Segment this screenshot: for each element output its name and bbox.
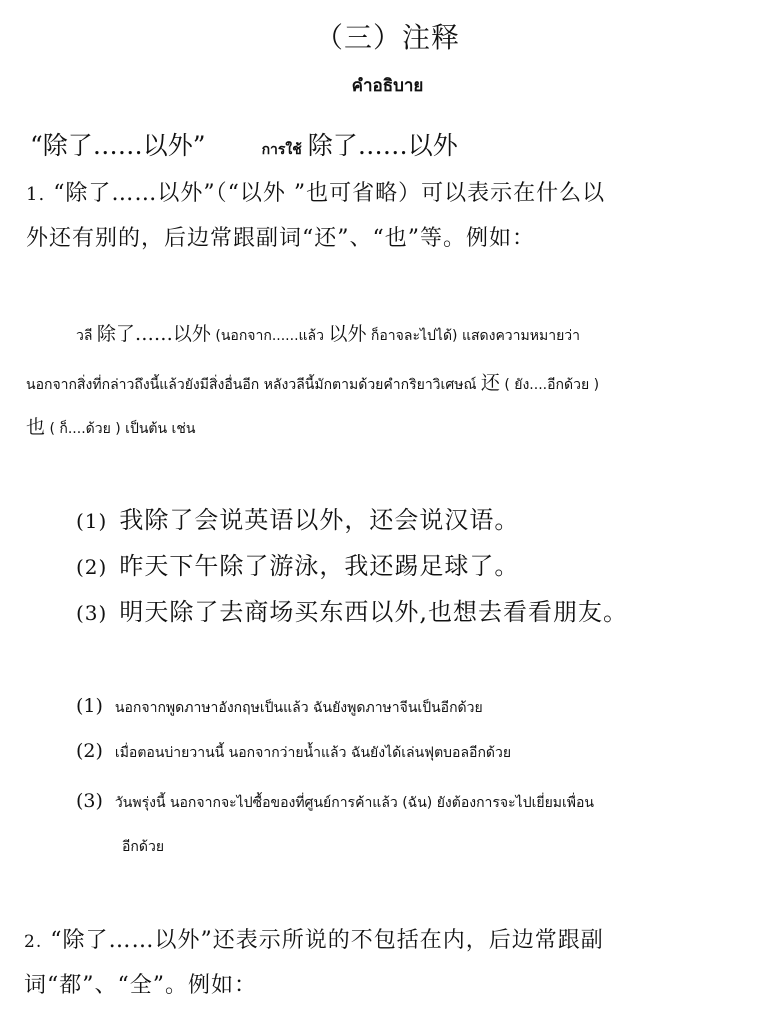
translation-text: เมื่อตอนบ่ายวานนี้ นอกจากว่ายน้ำแล้ว ฉันยังได้เล่นฟุตบอลอีกด้วย: [114, 745, 512, 761]
point2-text1: “除了……以外”还表示所说的不包括在内，后边常跟副: [50, 928, 604, 953]
example-number: (2): [76, 555, 108, 579]
page-title: （三）注释: [314, 21, 460, 54]
translation-line: [76, 792, 594, 811]
usage-label: การใช้: [261, 142, 302, 158]
heading-usage: [262, 131, 458, 160]
thai-text: ( ยัง....อีกด้วย ): [504, 377, 600, 393]
translation-number: (1): [76, 695, 103, 717]
translation-number: (2): [76, 740, 103, 762]
thai-text: (นอกจาก......แล้ว: [215, 328, 324, 344]
section-heading: [30, 133, 458, 158]
example-text: 昨天下午除了游泳，我还踢足球了。: [119, 552, 520, 580]
thai-text: วลี: [76, 328, 93, 344]
cn-inline: 还: [480, 372, 500, 394]
heading-pattern: “除了……以外”: [30, 131, 206, 160]
example-number: (3): [76, 601, 108, 625]
point2-number: 2.: [24, 932, 43, 952]
thai-text: ( ก็....ด้วย ) เป็นต้น เช่น: [49, 421, 196, 437]
usage-pattern: 除了……以外: [307, 131, 458, 160]
translation-line: [76, 697, 483, 716]
thai-explanation-line3: [26, 418, 195, 437]
example-text: 明天除了去商场买东西以外,也想去看看朋友。: [119, 598, 628, 626]
point1-text1: “除了……以外”（“以外 ”也可省略）可以表示在什么以: [53, 181, 606, 206]
page-subtitle: คำอธิบาย: [351, 76, 424, 96]
point1-line2: 外还有别的，后边常跟副词“还”、“也”等。例如：: [26, 226, 535, 251]
example-text: 我除了会说英语以外，还会说汉语。: [119, 506, 520, 534]
point1-line1: [26, 183, 605, 205]
thai-text: ก็อาจละไปได้) แสดงความหมายว่า: [370, 328, 580, 344]
example-sentence: [76, 554, 519, 578]
cn-inline: 除了……以外: [96, 323, 211, 345]
point2-line1: [24, 930, 604, 952]
example-number: (1): [76, 509, 108, 533]
thai-text: นอกจากสิ่งที่กล่าวถึงนี้แล้วยังมีสิ่งอื่นอีก หลังวลีนี้มักตามด้วยคำกริยาวิเศษณ์: [26, 377, 477, 393]
cn-inline: 以外: [328, 323, 367, 345]
translation-text: วันพรุ่งนี้ นอกจากจะไปซื้อของที่ศูนย์การค้าแล้ว (ฉัน) ยังต้องการจะไปเยี่ยมเพื่อน: [114, 795, 594, 811]
thai-explanation-line2: [26, 374, 599, 393]
translation-number: (3): [76, 790, 103, 812]
translation-text: นอกจากพูดภาษาอังกฤษเป็นแล้ว ฉันยังพูดภาษาจีนเป็นอีกด้วย: [114, 700, 483, 716]
example-sentence: [76, 600, 628, 624]
translation-continuation: อีกด้วย: [122, 839, 165, 855]
example-sentence: [76, 508, 519, 532]
point1-number: 1.: [26, 184, 46, 205]
thai-explanation-line1: [76, 325, 580, 344]
cn-inline: 也: [26, 416, 46, 438]
point2-line2: 词“都”、“全”。例如：: [24, 973, 257, 998]
translation-line: [76, 742, 511, 761]
